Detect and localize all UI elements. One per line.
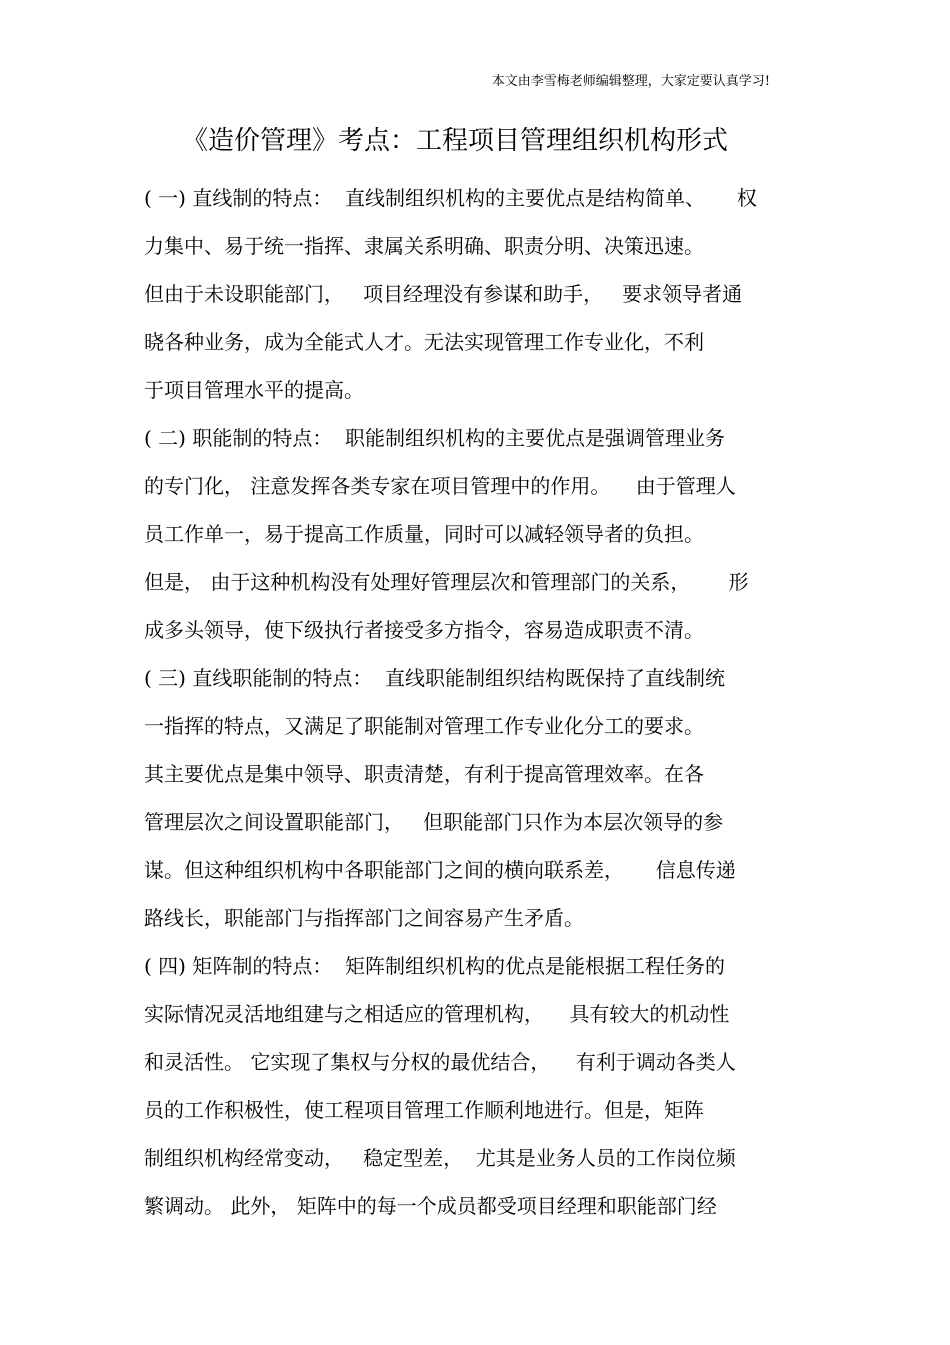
- text-line: 实际情况灵活地组建与之相适应的管理机构， 具有较大的机动性: [144, 1002, 730, 1026]
- text-line: 于项目管理水平的提高。: [144, 378, 364, 402]
- page-title: 《造价管理》考点：工程项目管理组织机构形式: [181, 126, 728, 156]
- text-line: 路线长，职能部门与指挥部门之间容易产生矛盾。: [144, 906, 584, 930]
- text-line: 一指挥的特点，又满足了职能制对管理工作专业化分工的要求。: [144, 714, 704, 738]
- text-line: 员的工作积极性，使工程项目管理工作顺利地进行。但是，矩阵: [144, 1098, 704, 1122]
- text-line: 但由于未设职能部门， 项目经理没有参谋和助手， 要求领导者通: [144, 282, 743, 306]
- text-line: ( 四) 矩阵制的特点： 矩阵制组织机构的优点是能根据工程任务的: [144, 954, 726, 978]
- text-line: 和灵活性。 它实现了集权与分权的最优结合， 有利于调动各类人: [144, 1050, 736, 1074]
- text-line: ( 一) 直线制的特点： 直线制组织机构的主要优点是结构简单、 权: [144, 186, 757, 210]
- text-line: 的专门化， 注意发挥各类专家在项目管理中的作用。 由于管理人: [144, 474, 736, 498]
- header-note: 本文由李雪梅老师编辑整理，大家定要认真学习!: [491, 74, 770, 89]
- text-line: ( 二) 职能制的特点： 职能制组织机构的主要优点是强调管理业务: [144, 426, 726, 450]
- text-line: 谋。但这种组织机构中各职能部门之间的横向联系差， 信息传递: [144, 858, 736, 882]
- text-line: 制组织机构经常变动， 稳定型差， 尤其是业务人员的工作岗位频: [144, 1146, 736, 1170]
- text-line: 繁调动。 此外， 矩阵中的每一个成员都受项目经理和职能部门经: [144, 1194, 717, 1218]
- text-line: 成多头领导，使下级执行者接受多方指令，容易造成职责不清。: [144, 618, 704, 642]
- text-line: 管理层次之间设置职能部门， 但职能部门只作为本层次领导的参: [144, 810, 724, 834]
- text-line: ( 三) 直线职能制的特点： 直线职能制组织结构既保持了直线制统: [144, 666, 726, 690]
- text-line: 员工作单一，易于提高工作质量，同时可以减轻领导者的负担。: [144, 522, 704, 546]
- text-line: 晓各种业务，成为全能式人才。无法实现管理工作专业化，不利: [144, 330, 704, 354]
- body-text: [144, 178, 814, 1234]
- text-line: 但是， 由于这种机构没有处理好管理层次和管理部门的关系， 形: [144, 570, 749, 594]
- text-line: 其主要优点是集中领导、职责清楚，有利于提高管理效率。在各: [144, 762, 704, 786]
- text-line: 力集中、易于统一指挥、隶属关系明确、职责分明、决策迅速。: [144, 234, 704, 258]
